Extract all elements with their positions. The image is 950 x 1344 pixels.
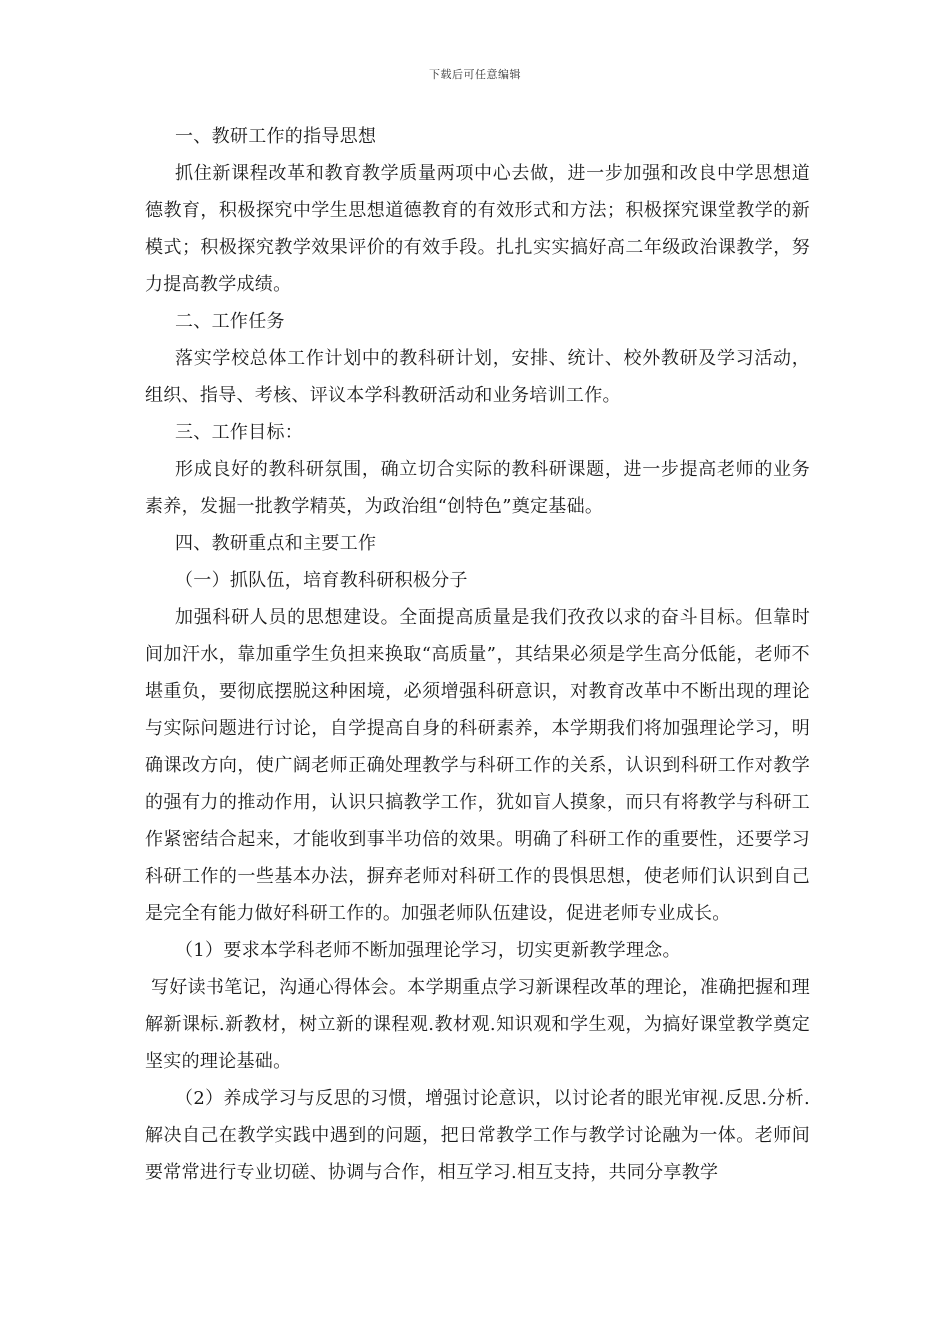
page-header: 下载后可任意编辑: [429, 68, 521, 81]
section-heading-key-work: 四、教研重点和主要工作: [175, 533, 377, 554]
paragraph-work-goals: 形成良好的教科研氛围，确立切合实际的教科研课题，进一步提高老师的业务素养，发掘一批教学精英，为政治组“创特色”奠定基础。: [145, 459, 810, 517]
list-item-1-body: 写好读书笔记，沟通心得体会。本学期重点学习新课程改革的理论，准确把握和理解新课标.新教材，树立新的课程观.教材观.知识观和学生观，为搞好课堂教学奠定坚实的理论基础。: [145, 977, 810, 1072]
paragraph-guiding-ideology: 抓住新课程改革和教育教学质量两项中心去做，进一步加强和改良中学思想道德教育，积极探究中学生思想道德教育的有效形式和方法；积极探究课堂教学的新模式；积极探究教学效果评价的有效手段。扎扎实实搞好高二年级政治课教学，努力提高教学成绩。: [145, 163, 810, 295]
section-heading-work-tasks: 二、工作任务: [175, 311, 285, 332]
list-item-1-title: （1）要求本学科老师不断加强理论学习，切实更新教学理念。: [175, 940, 681, 961]
list-item-2: （2）养成学习与反思的习惯，增强讨论意识，以讨论者的眼光审视.反思.分析.解决自己在教学实践中遇到的问题，把日常教学工作与教学讨论融为一体。老师间要常常进行专业切磋、协调与合作，相互学习.相互支持，共同分享教学: [145, 1088, 810, 1183]
paragraph-team-building: 加强科研人员的思想建设。全面提高质量是我们孜孜以求的奋斗目标。但靠时间加汗水，靠加重学生负担来换取“高质量”，其结果必须是学生高分低能，老师不堪重负，要彻底摆脱这种困境，必须增强科研意识，对教育改革中不断出现的理论与实际问题进行讨论，自学提高自身的科研素养，本学期我们将加强理论学习，明确课改方向，使广阔老师正确处理教学与科研工作的关系，认识到科研工作对教学的强有力的推动作用，认识只搞教学工作，犹如盲人摸象，而只有将教学与科研工作紧密结合起来，才能收到事半功倍的效果。明确了科研工作的重要性，还要学习科研工作的一些基本办法，摒弃老师对科研工作的畏惧思想，使老师们认识到自己是完全有能力做好科研工作的。加强老师队伍建设，促进老师专业成长。: [145, 607, 810, 924]
paragraph-work-tasks: 落实学校总体工作计划中的教科研计划，安排、统计、校外教研及学习活动，组织、指导、考核、评议本学科教研活动和业务培训工作。: [145, 348, 810, 406]
section-heading-guiding-ideology: 一、教研工作的指导思想: [175, 126, 377, 147]
subsection-heading-team: （一）抓队伍，培育教科研积极分子: [175, 570, 468, 591]
section-heading-work-goals: 三、工作目标：: [175, 422, 304, 443]
document-body: [145, 118, 810, 1191]
